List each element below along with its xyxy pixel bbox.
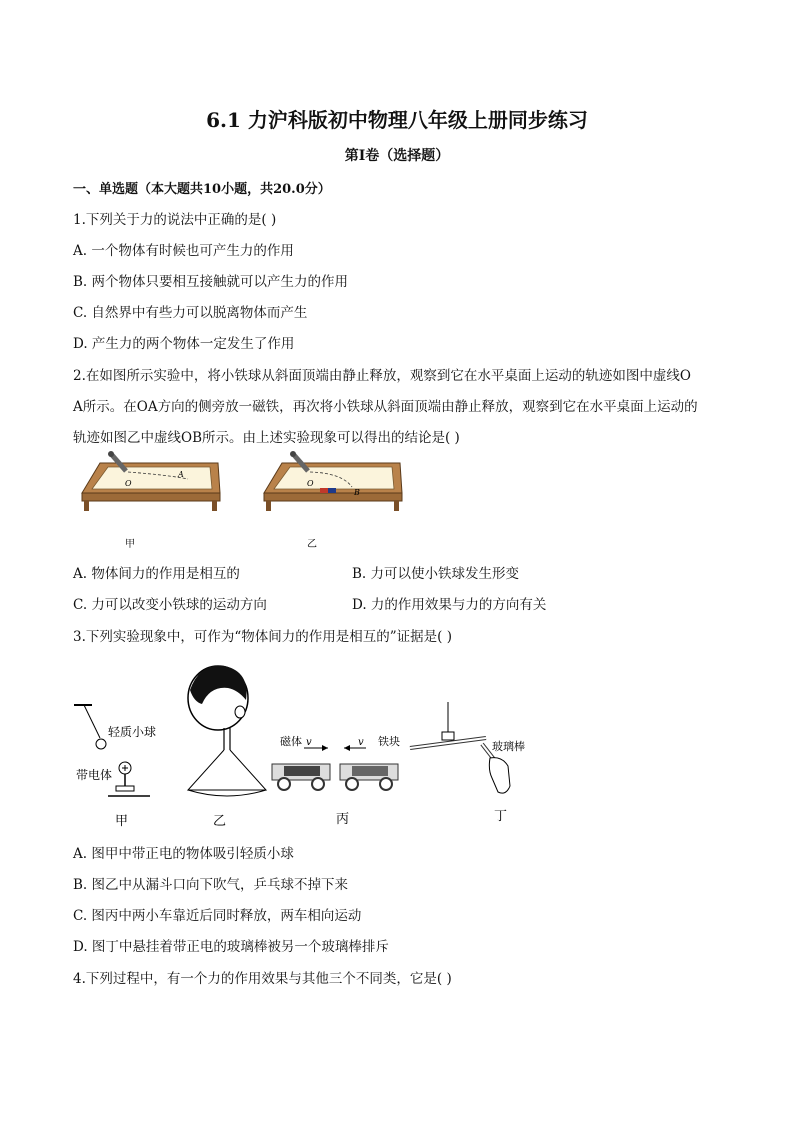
q3-label-v2: v xyxy=(358,737,364,748)
section-heading: 一、单选题（本大题共10小题，共20.0分） xyxy=(73,182,331,197)
q3-label-v1: v xyxy=(306,737,312,748)
q2-figure-jia xyxy=(78,455,223,550)
q4-stem: 4.下列过程中，有一个力的作用效果与其他三个不同类，它是( ) xyxy=(73,971,452,987)
q2-stem-line3: 轨迹如图乙中虚线OB所示。由上述实验现象可以得出的结论是( ) xyxy=(73,430,460,446)
q2-fig-jia-label-o: O xyxy=(125,479,132,488)
q3-caption-jia: 甲 xyxy=(115,814,129,829)
q2-option-a: A. 物体间力的作用是相互的 xyxy=(73,566,240,582)
magnet-blue-half xyxy=(328,488,336,493)
q3-label-magnet: 磁体 xyxy=(280,735,302,748)
q2-fig-yi-caption: 乙 xyxy=(307,539,317,550)
q3-figure-bing xyxy=(270,728,410,828)
q1-option-d: D. 产生力的两个物体一定发生了作用 xyxy=(73,336,295,352)
q3-caption-yi: 乙 xyxy=(213,814,227,829)
q3-stem: 3.下列实验现象中，可作为“物体间力的作用是相互的”证据是( ) xyxy=(73,629,453,645)
q3-caption-bing: 丙 xyxy=(336,812,350,827)
q1-option-b: B. 两个物体只要相互接触就可以产生力的作用 xyxy=(73,274,349,290)
q1-stem: 1.下列关于力的说法中正确的是( ) xyxy=(73,212,277,228)
q3-caption-ding: 丁 xyxy=(494,809,508,824)
q3-label-iron: 铁块 xyxy=(378,735,400,748)
q2-fig-jia-caption: 甲 xyxy=(125,539,135,550)
q3-option-a: A. 图甲中带正电的物体吸引轻质小球 xyxy=(73,846,294,862)
magnet-red-half xyxy=(320,488,328,493)
q2-option-b: B. 力可以使小铁球发生形变 xyxy=(352,566,520,582)
q2-option-c: C. 力可以改变小铁球的运动方向 xyxy=(73,597,267,613)
q2-stem-line2: A所示。在OA方向的侧旁放一磁铁，再次将小铁球从斜面顶端由静止释放，观察到它在水平桌面上运动的 xyxy=(73,399,698,415)
q3-option-b: B. 图乙中从漏斗口向下吹气，乒乓球不掉下来 xyxy=(73,877,349,893)
q3-label-ball: 轻质小球 xyxy=(108,725,157,739)
q1-option-a: A. 一个物体有时候也可产生力的作用 xyxy=(73,243,294,259)
q1-option-c: C. 自然界中有些力可以脱离物体而产生 xyxy=(73,305,308,321)
q3-label-rod: 玻璃棒 xyxy=(492,740,525,753)
q3-option-d: D. 图丁中悬挂着带正电的玻璃棒被另一个玻璃棒排斥 xyxy=(73,939,389,955)
q2-fig-jia-label-a: A xyxy=(178,470,184,479)
q3-figure-jia xyxy=(70,700,160,830)
q3-figure-ding xyxy=(410,700,540,830)
q2-option-d: D. 力的作用效果与力的方向有关 xyxy=(352,597,547,613)
q2-figure-yi xyxy=(260,455,405,550)
q2-stem-line1: 2.在如图所示实验中，将小铁球从斜面顶端由静止释放，观察到它在水平桌面上运动的轨迹如图中虚线O xyxy=(73,368,691,384)
q3-figure-yi xyxy=(180,660,270,830)
page-subtitle: 第I卷（选择题） xyxy=(344,148,450,164)
q3-label-charged: 带电体 xyxy=(76,768,113,782)
q2-fig-yi-label-b: B xyxy=(354,488,360,497)
page-title: 6.1 力沪科版初中物理八年级上册同步练习 xyxy=(206,108,588,132)
q2-fig-yi-label-o: O xyxy=(307,479,314,488)
q3-option-c: C. 图丙中两小车靠近后同时释放，两车相向运动 xyxy=(73,908,362,924)
